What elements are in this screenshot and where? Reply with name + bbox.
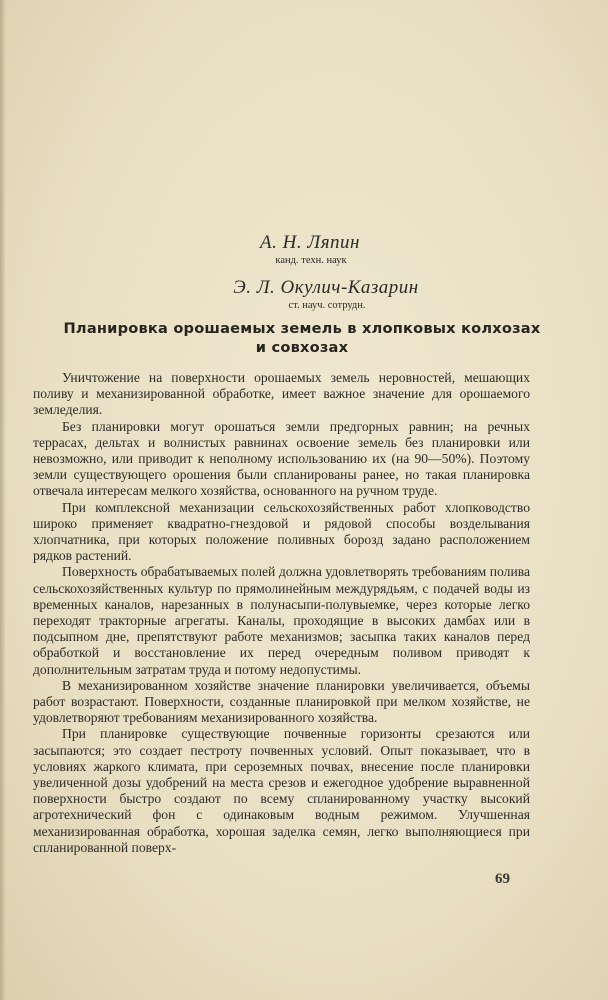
- paragraph: В механизированном хозяйстве значение планировки увеличивается, объемы работ возрастают. Поверхности, созданные планировкой при мелком хозяйстве, не удовлетворяют требованиям механизированного хозяйства.: [33, 677, 530, 726]
- article-title-line-1: Планировка орошаемых земель в хлопковых колхозах: [63, 320, 541, 337]
- article-body: [33, 370, 530, 856]
- paragraph: Поверхность обрабатываемых полей должна удовлетворять требованиям полива сельскохозяйственных культур по прямолинейным междурядьям, с подачей воды из временных каналов, нарезанных в полунасыпи-полувыемке, через которые легко переходят тракторные агрегаты. Каналы, проходящие в высоких дамбах или в подсыпном дне, препятствуют работе механизмов; засыпка таких каналов перед обработкой и восстановление их перед очередным поливом приводят к дополнительным затратам труда и потому недопустимы.: [33, 564, 530, 677]
- page-edge-shadow: [0, 0, 6, 1000]
- author-title: канд. техн. наук: [275, 255, 347, 266]
- page-number: 69: [495, 871, 510, 887]
- paragraph: Уничтожение на поверхности орошаемых земель неровностей, мешающих поливу и механизированной обработке, имеет важное значение для орошаемого земледелия.: [33, 370, 530, 418]
- author-block-2: [0, 277, 608, 313]
- article-title: [34, 319, 570, 357]
- author-name: А. Н. Ляпин: [260, 232, 360, 253]
- paragraph: Без планировки могут орошаться земли предгорных равнин; на речных террасах, дельтах и волнистых равнинах освоение земель без планировки или невозможно, или приводит к неполному использованию их (на 90—50%). Поэтому земли существующего орошения были спланированы ранее, но такая планировка отвечала интересам мелкого хозяйства, основанного на ручном труде.: [33, 418, 530, 499]
- paragraph: При комплексной механизации сельскохозяйственных работ хлопководство широко применяет квадратно-гнездовой и рядовой способы возделывания хлопчатника, при которых положение поливных борозд задано расположением рядков растений.: [33, 499, 530, 564]
- author-title: ст. науч. сотрудн.: [288, 300, 366, 311]
- article-title-line-2: и совхозах: [255, 339, 349, 356]
- author-name: Э. Л. Окулич-Казарин: [233, 277, 419, 298]
- author-block-1: [0, 232, 608, 268]
- paragraph: При планировке существующие почвенные горизонты срезаются или засыпаются; это создает пестроту почвенных условий. Опыт показывает, что в условиях жаркого климата, при сероземных почвах, внесение после планировки увеличенной дозы удобрений на места срезов и ежегодное удобрение выравненной поверхности быстро создают по всему спланированному участку высокий агротехнический фон с одинаковым водным режимом. Улучшенная механизированная обработка, хорошая заделка семян, легко выполняющиеся при спланированной поверх-: [33, 726, 530, 855]
